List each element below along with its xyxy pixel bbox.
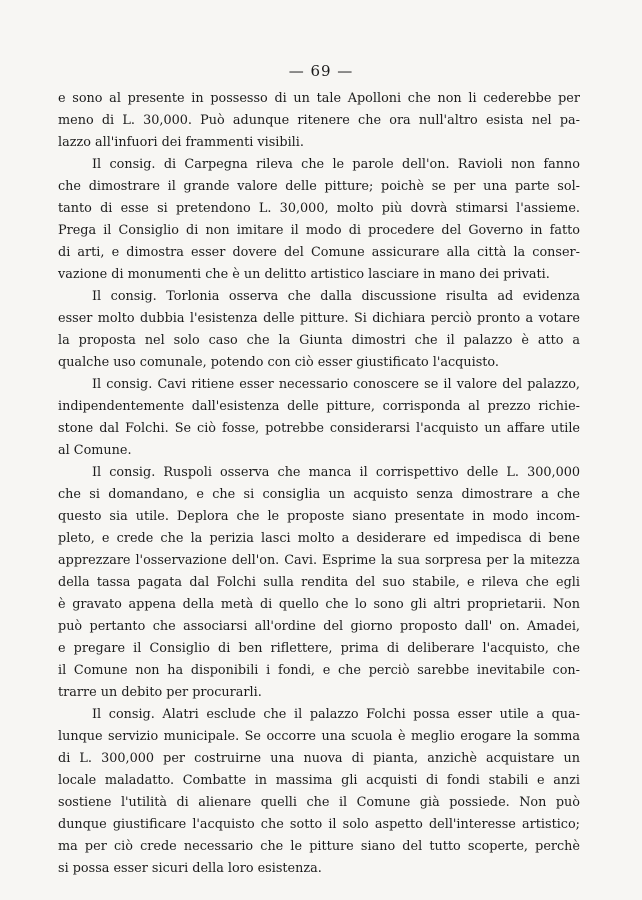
text-line: lazzo all'infuori dei frammenti visibili. — [58, 135, 304, 150]
text-line: Prega il Consiglio di non imitare il modo di procedere del Governo in fatto — [58, 223, 580, 238]
text-line: pleto, e crede che la perizia lasci molto a desiderare ed impedisca di bene — [58, 531, 580, 546]
text-line: apprezzare l'osservazione dell'on. Cavi. Esprime la sua sorpresa per la mitezza — [58, 553, 580, 568]
text-line: ma per ciò crede necessario che le pitture siano del tutto scoperte, perchè — [58, 839, 580, 854]
text-line: che dimostrare il grande valore delle pitture; poichè se per una parte sol- — [58, 179, 580, 194]
text-line: il Comune non ha disponibili i fondi, e che perciò sarebbe inevitabile con- — [58, 663, 580, 678]
text-line: e pregare il Consiglio di ben riflettere, prima di deliberare l'acquisto, che — [58, 641, 580, 656]
page-number: — 69 — — [288, 62, 354, 80]
body-text — [58, 88, 580, 880]
text-line: questo sia utile. Deplora che le proposte siano presentate in modo incom- — [58, 509, 580, 524]
text-line: Il consig. Alatri esclude che il palazzo Folchi possa esser utile a qua- — [92, 707, 580, 722]
text-line: di arti, e dimostra esser dovere del Comune assicurare alla città la conser- — [58, 245, 580, 260]
text-line: trarre un debito per procurarli. — [58, 685, 262, 700]
text-line: locale maladatto. Combatte in massima gli acquisti di fondi stabili e anzi — [58, 773, 580, 788]
text-line: sostiene l'utilità di alienare quelli che il Comune già possiede. Non può — [58, 795, 580, 810]
text-line: esser molto dubbia l'esistenza delle pitture. Si dichiara perciò pronto a votare — [58, 311, 580, 326]
text-line: Il consig. Cavi ritiene esser necessario conoscere se il valore del palazzo, — [92, 377, 580, 392]
text-line: e sono al presente in possesso di un tale Apolloni che non li cederebbe per — [58, 91, 580, 106]
text-line: meno di L. 30,000. Può adunque ritenere che ora null'altro esista nel pa- — [58, 113, 580, 128]
text-line: lunque servizio municipale. Se occorre una scuola è meglio erogare la somma — [58, 729, 580, 744]
text-line: stone dal Folchi. Se ciò fosse, potrebbe considerarsi l'acquisto un affare utile — [58, 421, 580, 436]
text-line: Il consig. di Carpegna rileva che le parole dell'on. Ravioli non fanno — [92, 157, 580, 172]
text-line: qualche uso comunale, potendo con ciò esser giustificato l'acquisto. — [58, 355, 499, 370]
text-line: della tassa pagata dal Folchi sulla rendita del suo stabile, e rileva che egli — [58, 575, 580, 590]
text-line: è gravato appena della metà di quello che lo sono gli altri proprietarii. Non — [58, 597, 580, 612]
text-line: si possa esser sicuri della loro esistenza. — [58, 861, 322, 876]
text-line: Il consig. Torlonia osserva che dalla discussione risulta ad evidenza — [92, 289, 580, 304]
text-line: che si domandano, e che si consiglia un acquisto senza dimostrare a che — [58, 487, 580, 502]
text-line: la proposta nel solo caso che la Giunta dimostri che il palazzo è atto a — [58, 333, 580, 348]
text-line: vazione di monumenti che è un delitto artistico lasciare in mano dei privati. — [58, 267, 550, 282]
text-line: al Comune. — [58, 443, 132, 458]
text-line: Il consig. Ruspoli osserva che manca il corrispettivo delle L. 300,000 — [92, 465, 580, 480]
text-line: indipendentemente dall'esistenza delle pitture, corrisponda al prezzo richie- — [58, 399, 580, 414]
text-line: tanto di esse si pretendono L. 30,000, molto più dovrà stimarsi l'assieme. — [58, 201, 580, 216]
text-line: dunque giustificare l'acquisto che sotto il solo aspetto dell'interesse artistico; — [58, 817, 580, 832]
text-line: di L. 300,000 per costruirne una nuova di pianta, anzichè acquistare un — [58, 751, 580, 766]
text-line: può pertanto che associarsi all'ordine del giorno proposto dall' on. Amadei, — [58, 619, 580, 634]
